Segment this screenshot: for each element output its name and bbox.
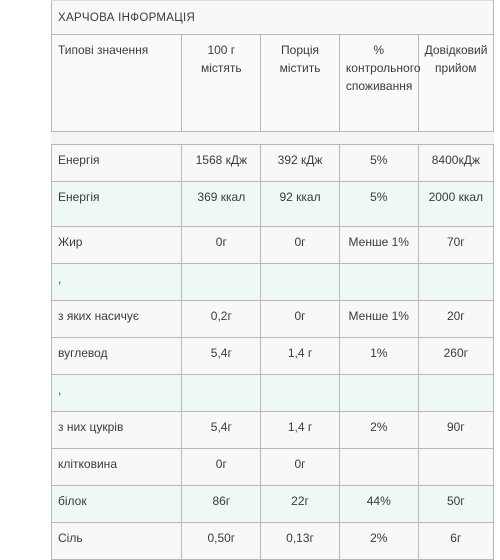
nutrient-name: ,	[52, 264, 182, 301]
table-row	[52, 227, 494, 264]
value-per-portion	[261, 264, 340, 301]
value-per-portion: 1,4 г	[261, 338, 340, 375]
nutrient-name: Енергія	[52, 182, 182, 227]
table-row	[52, 264, 494, 301]
nutrient-name: Енергія	[52, 145, 182, 182]
header-per-portion: Порція містить	[261, 35, 340, 132]
value-per-100g	[182, 375, 261, 412]
value-per-portion: 92 ккал	[261, 182, 340, 227]
value-percent: 2%	[339, 412, 418, 449]
table-header-row	[52, 35, 494, 132]
header-reference-intake: Довідковий прийом	[418, 35, 493, 132]
value-per-100g: 0,2г	[182, 301, 261, 338]
table-row	[52, 338, 494, 375]
value-per-100g: 0г	[182, 449, 261, 486]
nutrient-name: клітковина	[52, 449, 182, 486]
value-percent	[339, 375, 418, 412]
value-percent: Менше 1%	[339, 301, 418, 338]
table-row	[52, 182, 494, 227]
value-per-100g: 0,50г	[182, 523, 261, 560]
header-per-100g: 100 г містять	[182, 35, 261, 132]
value-per-100g: 5,4г	[182, 338, 261, 375]
value-per-100g: 86г	[182, 486, 261, 523]
value-per-portion: 1,4 г	[261, 412, 340, 449]
nutrient-name: Жир	[52, 227, 182, 264]
value-reference	[418, 449, 493, 486]
table-row	[52, 301, 494, 338]
nutrient-name: білок	[52, 486, 182, 523]
nutrient-name: вуглевод	[52, 338, 182, 375]
value-percent	[339, 264, 418, 301]
table-row	[52, 375, 494, 412]
nutrition-table	[51, 0, 494, 560]
value-per-100g: 5,4г	[182, 412, 261, 449]
value-reference: 6г	[418, 523, 493, 560]
value-per-portion: 22г	[261, 486, 340, 523]
value-reference	[418, 375, 493, 412]
nutrient-name: ,	[52, 375, 182, 412]
table-row	[52, 449, 494, 486]
table-gap-row	[52, 132, 494, 145]
value-per-portion: 392 кДж	[261, 145, 340, 182]
value-per-100g	[182, 264, 261, 301]
value-reference: 260г	[418, 338, 493, 375]
header-reference-intake-percent: % контрольного споживання	[339, 35, 418, 132]
value-percent: 2%	[339, 523, 418, 560]
value-reference	[418, 264, 493, 301]
table-title-row	[52, 1, 494, 35]
value-reference: 90г	[418, 412, 493, 449]
table-row	[52, 412, 494, 449]
value-percent: 44%	[339, 486, 418, 523]
value-per-100g: 0г	[182, 227, 261, 264]
table-row	[52, 486, 494, 523]
value-per-100g: 369 ккал	[182, 182, 261, 227]
value-per-portion	[261, 375, 340, 412]
value-percent: Менше 1%	[339, 227, 418, 264]
value-reference: 20г	[418, 301, 493, 338]
table-row	[52, 523, 494, 560]
nutrition-table-frame	[51, 0, 494, 545]
value-percent: 5%	[339, 145, 418, 182]
value-per-portion: 0г	[261, 301, 340, 338]
value-percent: 5%	[339, 182, 418, 227]
value-percent: 1%	[339, 338, 418, 375]
value-per-portion: 0г	[261, 449, 340, 486]
value-reference: 8400кДж	[418, 145, 493, 182]
table-row	[52, 145, 494, 182]
nutrient-name: з яких насичує	[52, 301, 182, 338]
value-reference: 2000 ккал	[418, 182, 493, 227]
nutrient-name: з них цукрів	[52, 412, 182, 449]
value-percent	[339, 449, 418, 486]
value-per-portion: 0,13г	[261, 523, 340, 560]
table-title: ХАРЧОВА ІНФОРМАЦІЯ	[52, 1, 494, 35]
value-per-portion: 0г	[261, 227, 340, 264]
header-typical-values: Типові значення	[52, 35, 182, 132]
value-reference: 70г	[418, 227, 493, 264]
value-reference: 50г	[418, 486, 493, 523]
value-per-100g: 1568 кДж	[182, 145, 261, 182]
nutrient-name: Сіль	[52, 523, 182, 560]
